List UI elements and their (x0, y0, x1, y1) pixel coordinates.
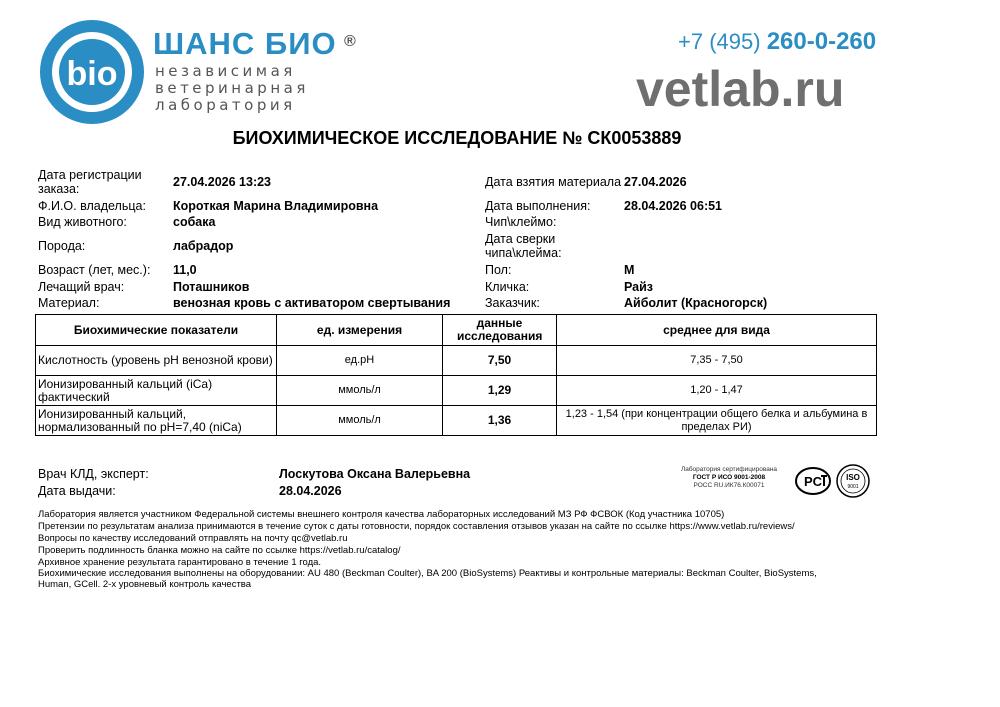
cert-line-2: ГОСТ Р ИСО 9001-2008 (692, 474, 766, 481)
info-label-sample-date: Дата взятия материала (485, 175, 622, 189)
cell-result: 1,36 (443, 406, 557, 436)
info-label-customer: Заказчик: (485, 296, 540, 310)
registered-mark: ® (344, 33, 356, 50)
phone-prefix: +7 (495) (678, 29, 761, 54)
phone-number[interactable] (678, 28, 876, 56)
cell-unit: ед.pH (277, 346, 443, 376)
doctor-name: Лоскутова Оксана Валерьевна (279, 467, 471, 481)
cell-norm: 7,35 - 7,50 (557, 346, 877, 376)
info-label-chip-check: Дата сверки чипа\клейма: (485, 232, 562, 260)
info-label-owner: Ф.И.О. владельца: (38, 199, 146, 213)
cell-parameter: Кислотность (уровень pH венозной крови) (36, 346, 277, 376)
doctor-label: Врач КЛД, эксперт: (38, 467, 149, 481)
header-unit: ед. измерения (277, 315, 443, 346)
rst-certification-icon (794, 466, 832, 496)
info-value-age: 11,0 (173, 263, 197, 277)
info-label-doctor: Лечащий врач: (38, 280, 125, 294)
info-value-sample-date: 27.04.2026 (624, 175, 687, 189)
info-label-species: Вид животного: (38, 215, 127, 229)
table-row (36, 376, 877, 406)
svg-text:PC: PC (803, 474, 823, 489)
logo-text: bio (66, 55, 118, 93)
cell-norm: 1,20 - 1,47 (557, 376, 877, 406)
header-parameter: Биохимические показатели (36, 315, 277, 346)
brand-subtitle-1: независимая (155, 62, 296, 80)
cell-unit: ммоль/л (277, 376, 443, 406)
footer-note: Проверить подлинность бланка можно на сайте по ссылке https://vetlab.ru/catalog/ (38, 545, 401, 556)
results-table (35, 314, 877, 436)
footer-note: Вопросы по качеству исследований отправлять на почту qc@vetlab.ru (38, 533, 348, 544)
info-value-doctor: Поташников (173, 280, 250, 294)
cell-result: 1,29 (443, 376, 557, 406)
svg-text:9001: 9001 (847, 484, 859, 490)
footer-note: Претензии по результатам анализа принимаются в течение суток с даты готовности, порядок составления отзывов указан на сайте по ссылке https://www.vetlab.ru/reviews/ (38, 521, 795, 532)
cert-line-1: Лаборатория сертифицирована (680, 466, 778, 473)
website-link[interactable]: vetlab.ru (636, 61, 845, 117)
header-result: данные исследования (443, 315, 557, 346)
info-label-pet-name: Кличка: (485, 280, 530, 294)
cell-result: 7,50 (443, 346, 557, 376)
cell-unit: ммоль/л (277, 406, 443, 436)
footer-note: Лаборатория является участником Федеральной системы внешнего контроля качества лабораторных исследований МЗ РФ ФСВОК (Код участника 10705) (38, 509, 725, 520)
issue-date-value: 28.04.2026 (279, 484, 342, 498)
svg-text:ISO: ISO (846, 473, 860, 482)
info-value-species: собака (173, 215, 216, 229)
info-value-done-date: 28.04.2026 06:51 (624, 199, 723, 213)
info-value-owner: Короткая Марина Владимировна (173, 199, 379, 213)
info-label-done-date: Дата выполнения: (485, 199, 591, 213)
info-value-pet-name: Райз (624, 280, 654, 294)
footer-note: Биохимические исследования выполнены на оборудовании: AU 480 (Beckman Coulter), BA 200 (BioSystems) Реактивы и контрольные материалы: Beckman Coulter, BioSystems, (38, 568, 817, 579)
info-label-breed: Порода: (38, 239, 86, 253)
iso-badge-icon (836, 464, 870, 498)
info-value-customer: Айболит (Красногорск) (624, 296, 768, 310)
info-value-breed: лабрадор (173, 239, 234, 253)
issue-date-label: Дата выдачи: (38, 484, 116, 498)
footer-note: Human, GCell. 2-х уровневый контроль качества (38, 579, 252, 590)
info-label-age: Возраст (лет, мес.): (38, 263, 151, 277)
info-label-reg-date: Дата регистрации заказа: (38, 168, 142, 196)
info-label-sex: Пол: (485, 263, 512, 277)
brand-subtitle-3: лаборатория (155, 96, 296, 114)
cell-parameter: Ионизированный кальций (iCa) фактический (36, 376, 277, 406)
table-header-row (36, 315, 877, 346)
cell-norm: 1,23 - 1,54 (при концентрации общего белка и альбумина в пределах РИ) (557, 406, 877, 436)
table-row (36, 346, 877, 376)
brand-name: ШАНС БИО (153, 26, 337, 61)
header-norm: среднее для вида (557, 315, 877, 346)
info-value-sex: М (624, 263, 635, 277)
table-row (36, 406, 877, 436)
certification-text (668, 466, 790, 490)
info-label-material: Материал: (38, 296, 100, 310)
footer-note: Архивное хранение результата гарантировано в течение 1 года. (38, 557, 322, 568)
info-value-reg-date: 27.04.2026 13:23 (173, 175, 272, 189)
bio-logo-icon (40, 20, 144, 124)
brand-subtitle-2: ветеринарная (155, 79, 309, 97)
phone-main: 260-0-260 (766, 28, 877, 55)
document-title: БИОХИМИЧЕСКОЕ ИССЛЕДОВАНИЕ № СК0053889 (232, 128, 682, 148)
info-label-chip: Чип\клеймо: (485, 215, 557, 229)
cert-line-3: РОСС RU.ИК76.К00071 (693, 482, 765, 489)
cell-parameter: Ионизированный кальций, нормализованный по pH=7,40 (niCa) (36, 406, 277, 436)
info-value-material: венозная кровь с активатором свертывания (173, 296, 451, 310)
